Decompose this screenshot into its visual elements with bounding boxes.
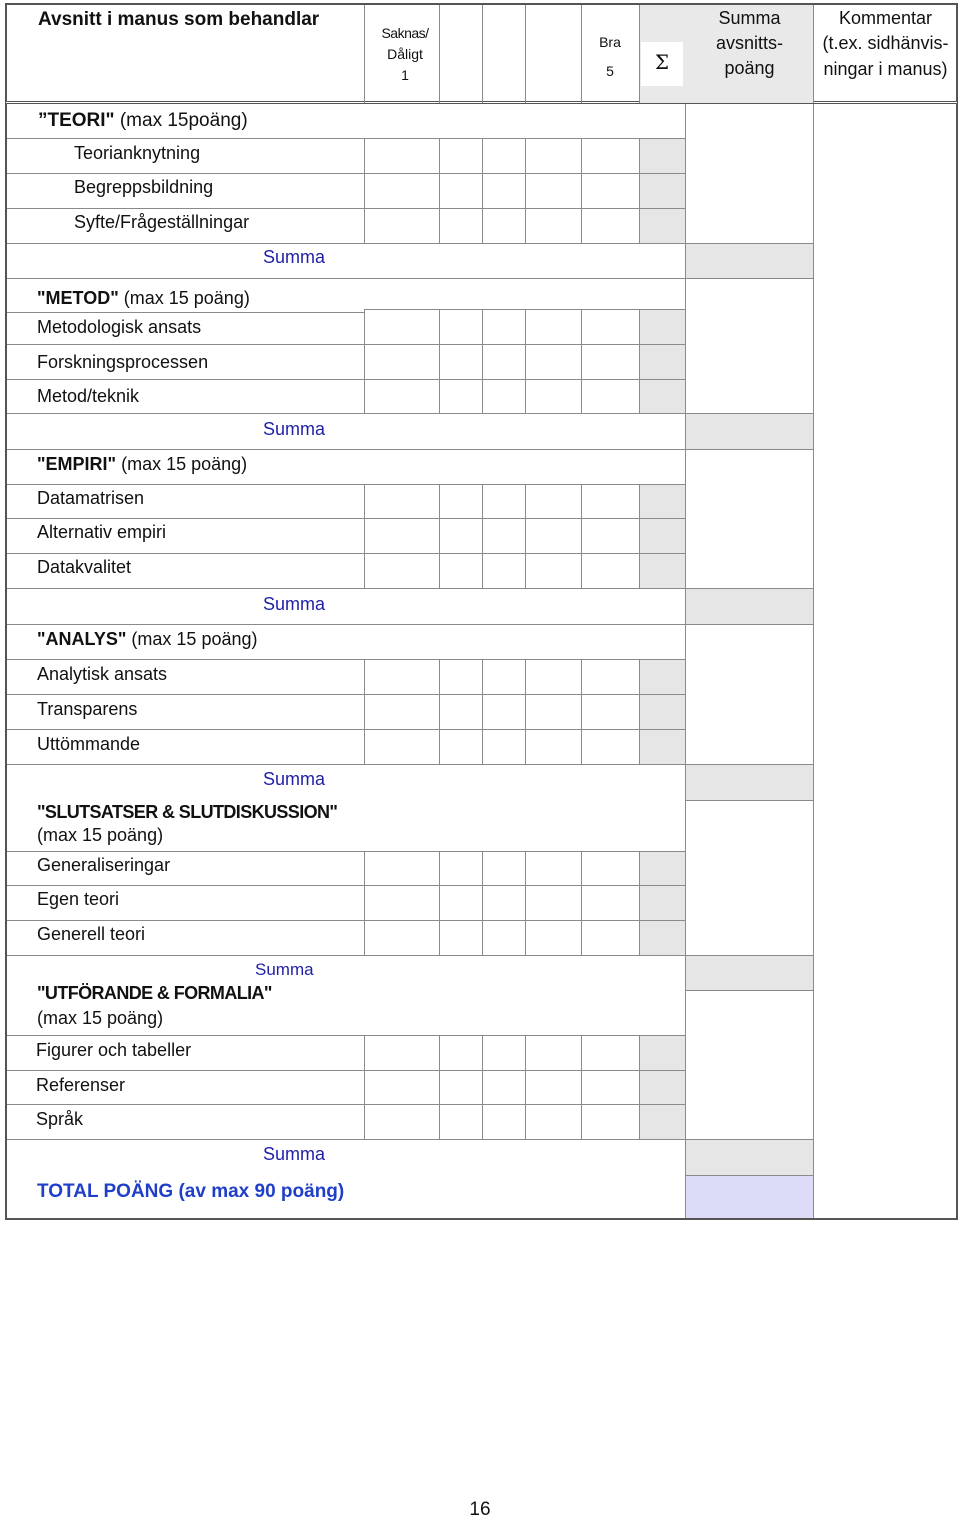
score-cell[interactable] [525,484,582,519]
score-cell[interactable] [525,694,582,730]
good-value: 5 [606,63,614,79]
score-cell[interactable] [482,208,526,244]
row-sum-cell[interactable] [639,694,686,730]
score-cell[interactable] [482,484,526,519]
row-sum-cell[interactable] [639,1035,686,1071]
score-cell[interactable] [525,208,582,244]
score-cell[interactable] [525,1104,582,1140]
bad-label-2: Dåligt [387,46,423,62]
comment-header-2: (t.ex. sidhänvis- [822,33,949,53]
score-cell[interactable] [364,659,440,695]
score-cell[interactable] [581,1070,640,1105]
score-cell[interactable] [364,694,440,730]
score-cell[interactable] [364,208,440,244]
row-sum-cell[interactable] [639,379,686,414]
score-cell[interactable] [525,309,582,345]
score-cell[interactable] [482,138,526,174]
section-subtitle-slutsatser: (max 15 poäng) [37,825,164,845]
item-teorianknytning: Teorianknytning [74,143,201,163]
score-cell[interactable] [364,379,440,414]
score-cell[interactable] [364,885,440,921]
score-cell[interactable] [482,920,526,956]
score-cell[interactable] [439,173,483,209]
score-cell[interactable] [364,484,440,519]
score-cell[interactable] [439,1070,483,1105]
score-cell[interactable] [581,851,640,886]
sigma-icon: Σ [654,50,670,74]
comment-header-1: Kommentar [838,8,933,28]
row-sum-cell[interactable] [639,208,686,244]
section-title-analys: "ANALYS" (max 15 poäng) [37,629,258,649]
score-cell[interactable] [439,379,483,414]
total-cell[interactable] [686,1176,813,1218]
page-number: 16 [469,1499,491,1520]
score-cell[interactable] [482,553,526,589]
score-cell[interactable] [581,379,640,414]
section-subtitle-utforande: (max 15 poäng) [37,1008,164,1028]
score-cell[interactable] [364,1035,440,1071]
score-cell[interactable] [525,173,582,209]
score-cell[interactable] [364,1104,440,1140]
score-cell[interactable] [581,309,640,345]
section-title-utforande: "UTFÖRANDE & FORMALIA" [37,983,272,1003]
item-sprak: Språk [36,1109,84,1129]
score-cell[interactable] [482,1070,526,1105]
item-transparens: Transparens [37,699,138,719]
item-syfte: Syfte/Frågeställningar [74,212,250,232]
score-cell[interactable] [439,851,483,886]
score-cell[interactable] [439,344,483,380]
score-cell[interactable] [482,885,526,921]
score-cell[interactable] [439,309,483,345]
row-sum-cell[interactable] [639,885,686,921]
score-cell[interactable] [525,920,582,956]
row-sum-cell[interactable] [639,138,686,174]
item-figurer: Figurer och tabeller [36,1040,192,1060]
item-metod-teknik: Metod/teknik [37,386,140,406]
sum-cell[interactable] [686,956,813,990]
score-cell[interactable] [439,1035,483,1071]
score-cell[interactable] [482,1104,526,1140]
sum-header-1: Summa [718,8,781,28]
score-cell[interactable] [364,1070,440,1105]
item-generaliseringar: Generaliseringar [37,855,171,875]
item-egen-teori: Egen teori [37,889,120,909]
section-title-empiri: "EMPIRI" (max 15 poäng) [37,454,248,474]
score-cell[interactable] [364,518,440,554]
row-sum-cell[interactable] [639,553,686,589]
comment-header-3: ningar i manus) [823,59,948,79]
sum-header-3: poäng [724,58,775,78]
row-sum-cell[interactable] [639,1104,686,1140]
score-cell[interactable] [364,553,440,589]
item-alternativ-empiri: Alternativ empiri [37,522,167,542]
score-cell[interactable] [439,518,483,554]
score-cell[interactable] [439,885,483,921]
score-cell[interactable] [364,344,440,380]
score-cell[interactable] [439,694,483,730]
item-datakvalitet: Datakvalitet [37,557,132,577]
score-cell[interactable] [581,659,640,695]
sum-cell[interactable] [686,765,813,800]
score-cell[interactable] [364,729,440,765]
score-cell[interactable] [364,920,440,956]
sum-label: Summa [255,960,314,979]
row-sum-cell[interactable] [639,1070,686,1105]
score-cell[interactable] [581,208,640,244]
item-referenser: Referenser [36,1075,126,1095]
section-title-metod: "METOD" (max 15 poäng) [37,288,250,308]
sum-label: Summa [263,247,326,267]
score-cell[interactable] [581,885,640,921]
score-cell[interactable] [439,729,483,765]
score-cell[interactable] [581,1104,640,1140]
item-uttommande: Uttömmande [37,734,141,754]
bad-value: 1 [401,67,409,83]
sum-label: Summa [263,419,326,439]
score-cell[interactable] [482,851,526,886]
score-cell[interactable] [525,729,582,765]
score-cell[interactable] [581,694,640,730]
score-cell[interactable] [581,484,640,519]
score-cell[interactable] [364,173,440,209]
section-column-header: Avsnitt i manus som behandlar [38,9,320,30]
item-begreppsbildning: Begreppsbildning [74,177,214,197]
row-sum-cell[interactable] [639,518,686,554]
score-cell[interactable] [482,518,526,554]
sum-label: Summa [263,1144,326,1164]
item-generell-teori: Generell teori [37,924,146,944]
item-analytisk-ansats: Analytisk ansats [37,664,168,684]
row-sum-cell[interactable] [639,344,686,380]
score-cell[interactable] [364,851,440,886]
score-cell[interactable] [525,1070,582,1105]
score-cell[interactable] [525,885,582,921]
score-cell[interactable] [482,659,526,695]
score-cell[interactable] [439,484,483,519]
score-cell[interactable] [581,173,640,209]
score-cell[interactable] [439,208,483,244]
score-cell[interactable] [581,729,640,765]
row-sum-cell[interactable] [639,309,686,345]
score-cell[interactable] [525,344,582,380]
score-cell[interactable] [581,920,640,956]
row-sum-cell[interactable] [639,729,686,765]
section-title-teori: ”TEORI" (max 15poäng) [38,110,248,131]
sum-cell[interactable] [686,244,813,278]
score-cell[interactable] [439,1104,483,1140]
score-cell[interactable] [364,138,440,174]
sum-cell[interactable] [686,1140,813,1175]
score-cell[interactable] [439,138,483,174]
row-sum-cell[interactable] [639,659,686,695]
item-metodologisk: Metodologisk ansats [37,317,202,337]
score-cell[interactable] [525,1035,582,1071]
sum-header-2: avsnitts- [715,33,784,53]
score-cell[interactable] [482,344,526,380]
score-cell[interactable] [482,309,526,345]
item-datamatrisen: Datamatrisen [37,488,145,508]
score-cell[interactable] [581,1035,640,1071]
score-cell[interactable] [482,379,526,414]
score-cell[interactable] [581,138,640,174]
score-cell[interactable] [482,694,526,730]
score-cell[interactable] [482,1035,526,1071]
total-label: TOTAL POÄNG (av max 90 poäng) [37,1181,345,1202]
sum-cell[interactable] [686,414,813,449]
bad-label: Saknas/ [381,25,429,41]
score-cell[interactable] [439,920,483,956]
score-cell[interactable] [581,344,640,380]
row-sum-cell[interactable] [639,851,686,886]
sum-label: Summa [263,769,326,789]
score-cell[interactable] [525,379,582,414]
score-cell[interactable] [525,518,582,554]
good-label: Bra [599,34,621,50]
sum-cell[interactable] [686,589,813,624]
score-cell[interactable] [525,138,582,174]
section-title-slutsatser: "SLUTSATSER & SLUTDISKUSSION" [37,802,338,822]
row-sum-cell[interactable] [639,173,686,209]
score-cell[interactable] [364,309,440,345]
score-cell[interactable] [525,851,582,886]
score-cell[interactable] [525,553,582,589]
item-forskningsprocessen: Forskningsprocessen [37,352,209,372]
score-cell[interactable] [525,659,582,695]
score-cell[interactable] [482,729,526,765]
score-cell[interactable] [482,173,526,209]
score-cell[interactable] [439,659,483,695]
score-cell[interactable] [581,553,640,589]
row-sum-cell[interactable] [639,484,686,519]
row-sum-cell[interactable] [639,920,686,956]
score-cell[interactable] [581,518,640,554]
score-cell[interactable] [439,553,483,589]
sum-label: Summa [263,594,326,614]
